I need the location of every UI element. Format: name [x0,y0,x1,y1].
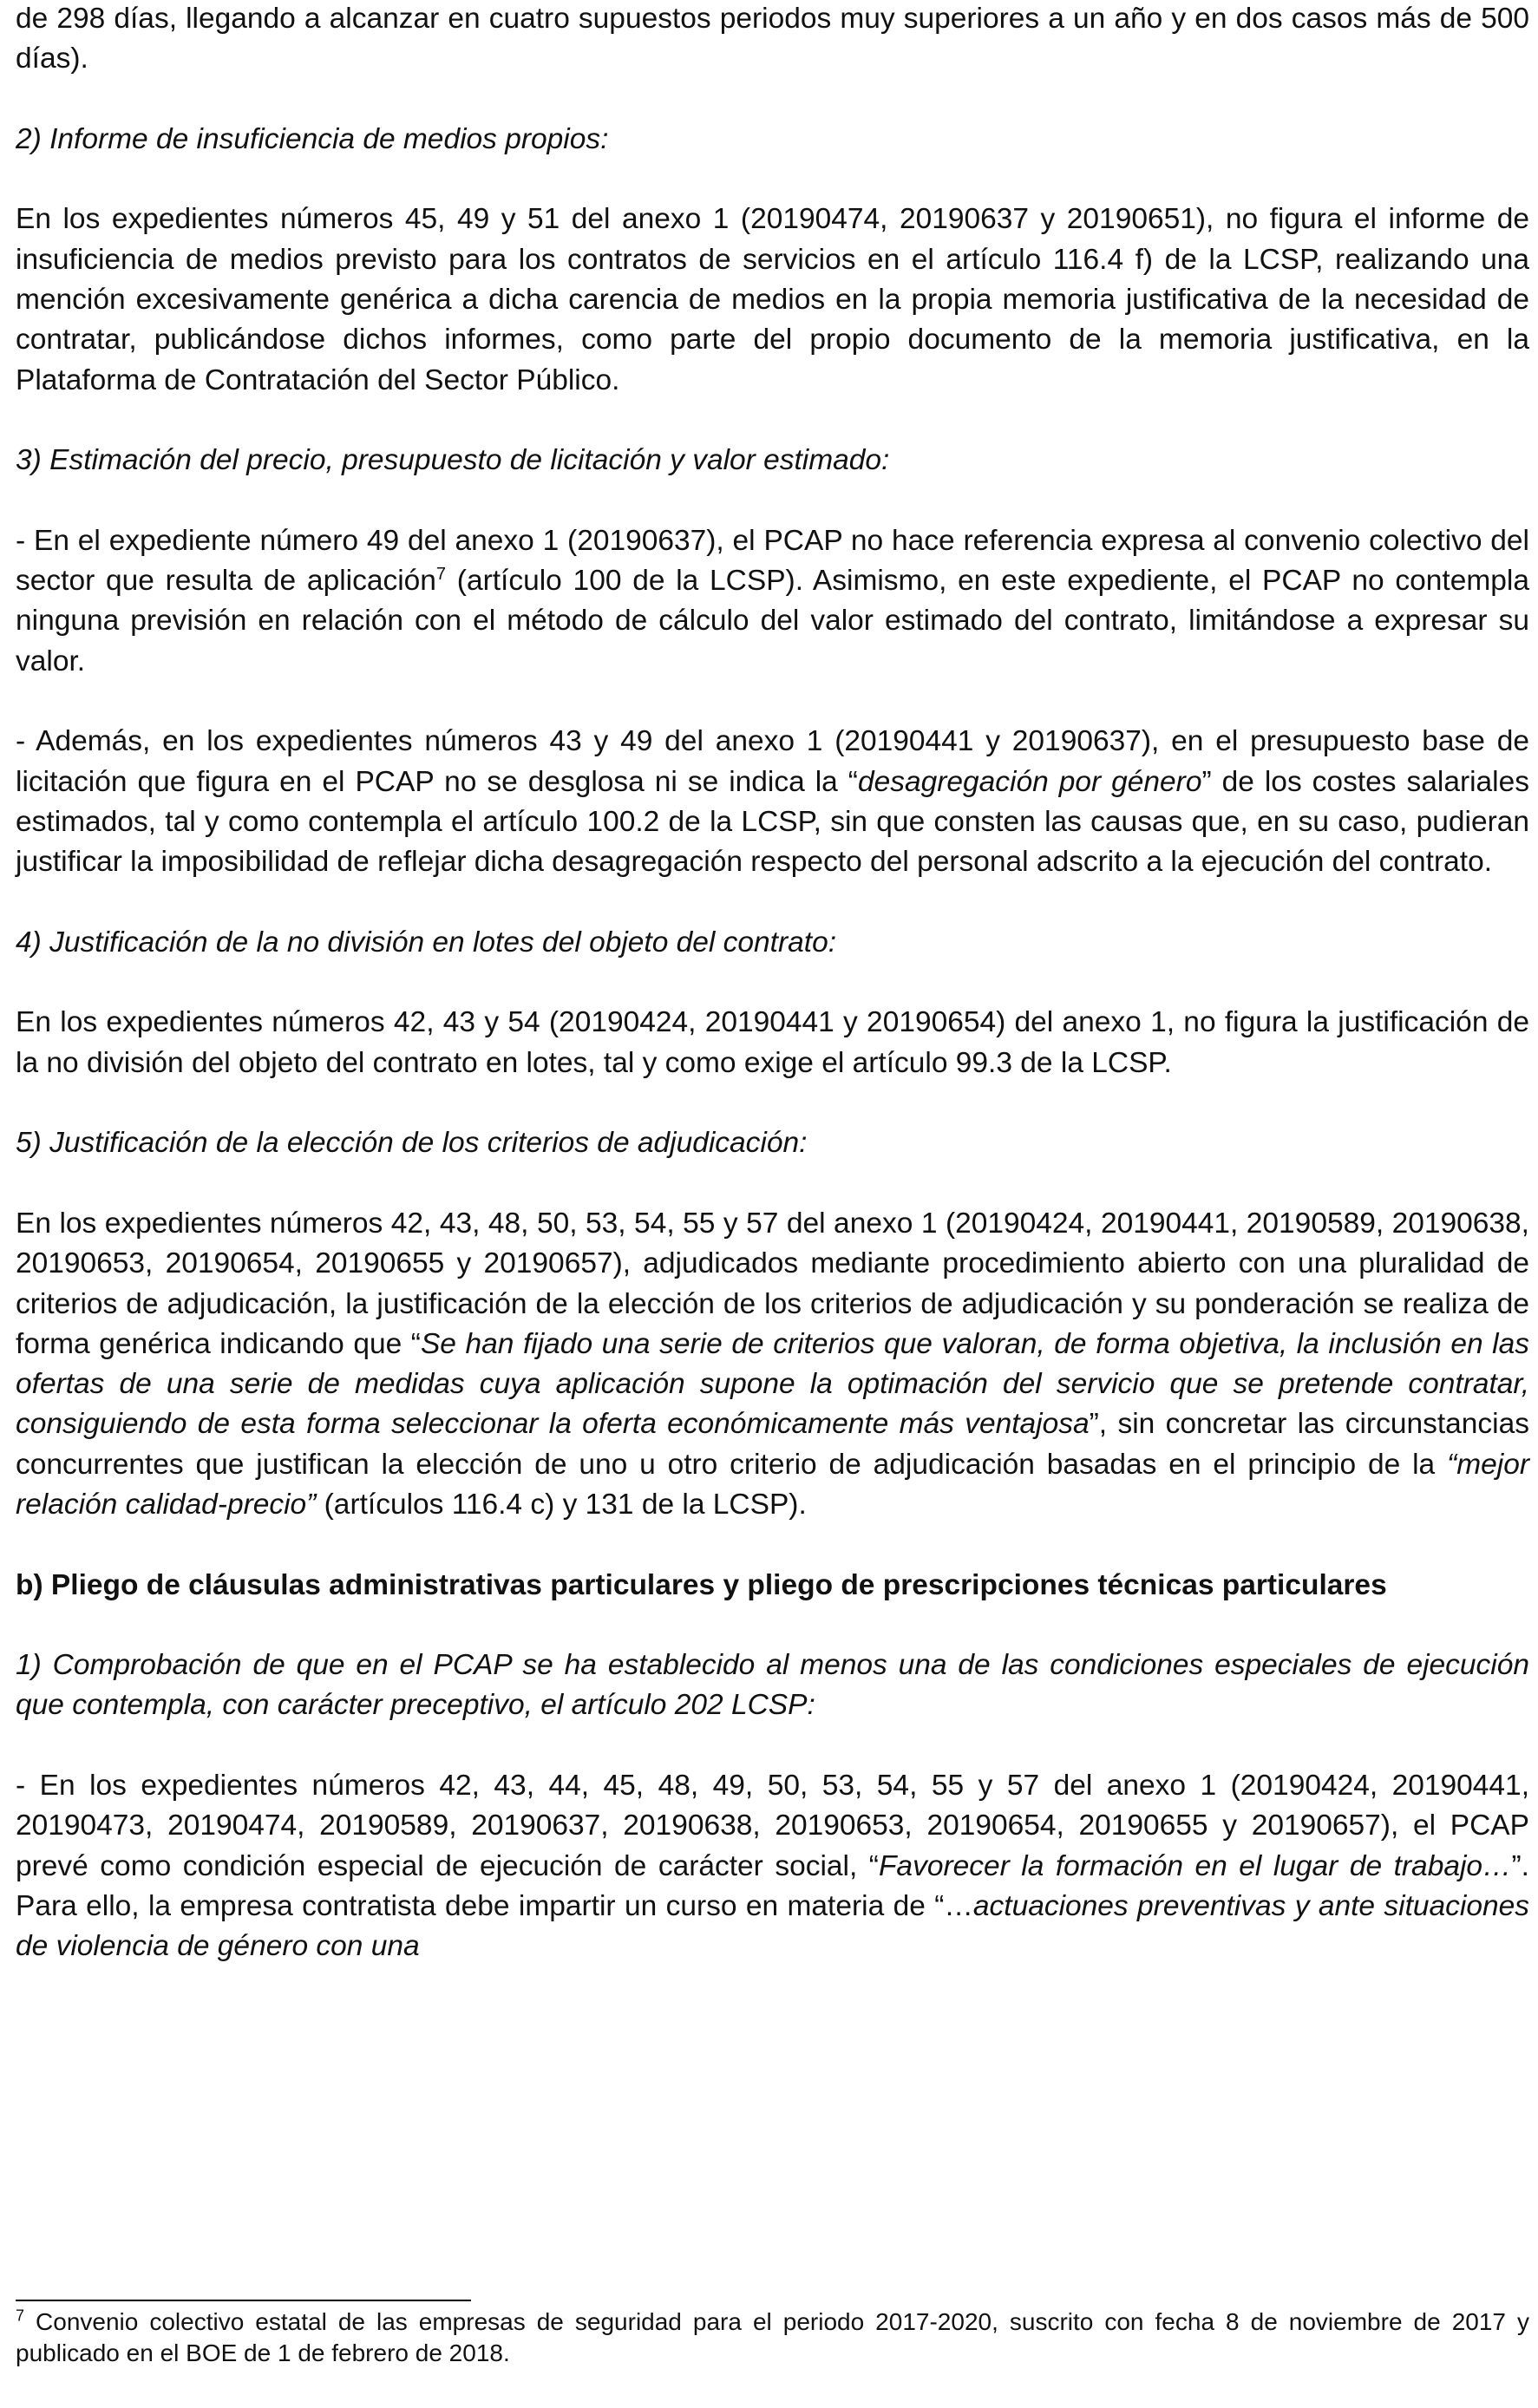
paragraph-section-4 [16,1003,1529,1083]
paragraph-section-2 [16,200,1529,400]
section-heading-4 [16,923,1529,963]
paragraph-section-3b [16,722,1529,882]
paragraph-section-3a [16,521,1529,682]
section-heading-5 [16,1123,1529,1163]
section-heading-3 [16,441,1529,481]
section-heading-b1 [16,1646,1529,1726]
heading-text: 2) Informe de insuficiencia de medios propios: [16,122,609,155]
paragraph-section-5 [16,1204,1529,1525]
paragraph-text: (artículo 100 de la LCSP). Asimismo, en este expediente, el PCAP no contempla ninguna previsión en relación con el método de cálculo del valor estimado del contrato, limitándose a expresar su valor. [16,565,1529,677]
footnote [16,2307,1529,2369]
italic-quote: Favorecer la formación en el lugar de trabajo… [878,1849,1512,1882]
italic-quote: desagregación por género [857,765,1202,798]
paragraph-text: - En los expedientes números 42, 43, 44, 45, 48, 49, 50, 53, 54, 55 y 57 del anexo 1 (20190424, 20190441, 20190473, 20190474, 20190589, 20190637, 20190638, 20190653, 20190654, 20190655 y 20190657), el PCAP prevé como condición especial de ejecución de carácter social, “ [16,1770,1529,1882]
italic-quote: actuaciones preventivas y ante situaciones de violencia de género con una [16,1889,1529,1963]
paragraph-text: En los expedientes números 42, 43, 48, 50, 53, 54, 55 y 57 del anexo 1 (20190424, 20190441, 20190589, 20190638, 20190653, 20190654, 20190655 y 20190657), adjudicados mediante procedimiento abierto con una pluralidad de criterios de adjudicación, la justificación de la elección de los criterios de adjudicación y su ponderación se realiza de forma genérica indicando que “ [16,1207,1529,1360]
paragraph-text: - Además, en los expedientes números 43 y 49 del anexo 1 (20190441 y 20190637), en el presupuesto base de licitación que figura en el PCAP no se desglosa ni se indica la “ [16,725,1529,798]
document-page [16,0,1529,2408]
paragraph-section-b1 [16,1766,1529,1966]
footnote-text: Convenio colectivo estatal de las empresas de seguridad para el periodo 2017-2020, suscrito con fecha 8 de noviembre de 2017 y publicado en el BOE de 1 de febrero de 2018. [16,2308,1529,2366]
footnote-number: 7 [16,2307,25,2325]
heading-text: 4) Justificación de la no división en lotes del objeto del contrato: [16,926,837,959]
italic-quote: “mejor relación calidad-precio” [16,1448,1529,1521]
section-heading-2 [16,120,1529,160]
paragraph-text: - En el expediente número 49 del anexo 1 (20190637), el PCAP no hace referencia expresa al convenio colectivo del sector que resulta de aplicación [16,524,1529,598]
heading-text: 5) Justificación de la elección de los criterios de adjudicación: [16,1127,808,1160]
footnote-separator [16,2300,471,2301]
paragraph-text: En los expedientes números 45, 49 y 51 del anexo 1 (20190474, 20190637 y 20190651), no figura el informe de insuficiencia de medios previsto para los contratos de servicios en el artículo 116.4 f) de la LCSP, realizando una mención excesivamente genérica a dicha carencia de medios en la propia memoria justificativa de la necesidad de contratar, publicándose dichos informes, como parte del propio documento de la memoria justificativa, en la Plataforma de Contratación del Sector Público. [16,203,1529,396]
italic-quote: Se han fijado una serie de criterios que valoran, de forma objetiva, la inclusión en las ofertas de una serie de medidas cuya aplicación supone la optimación del servicio que se pretende contratar, consiguiendo de esta forma seleccionar la oferta económicamente más ventajosa [16,1327,1529,1441]
paragraph-text: (artículos 116.4 c) y 131 de la LCSP). [316,1488,807,1521]
paragraph-text: ” de los costes salariales estimados, tal y como contempla el artículo 100.2 de la LCSP, sin que consten las causas que, en su caso, pudieran justificar la imposibilidad de reflejar dicha desagregación respecto del personal adscrito a la ejecución del contrato. [16,765,1530,879]
heading-text: 1) Comprobación de que en el PCAP se ha establecido al menos una de las condiciones especiales de ejecución que contempla, con carácter preceptivo, el artículo 202 LCSP: [16,1649,1529,1722]
paragraph-intro [16,0,1529,80]
paragraph-text: ”, sin concretar las circunstancias concurrentes que justifican la elección de uno u otro criterio de adjudicación basadas en el principio de la [16,1408,1529,1481]
section-heading-b [16,1566,1529,1606]
heading-text: b) Pliego de cláusulas administrativas particulares y pliego de prescripciones técnicas particulares [16,1568,1387,1601]
paragraph-text: ”. Para ello, la empresa contratista debe impartir un curso en materia de “… [16,1849,1529,1922]
paragraph-text: En los expedientes números 42, 43 y 54 (20190424, 20190441 y 20190654) del anexo 1, no figura la justificación de la no división del objeto del contrato en lotes, tal y como exige el artículo 99.3 de la LCSP. [16,1006,1529,1079]
paragraph-text: de 298 días, llegando a alcanzar en cuatro supuestos periodos muy superiores a un año y en dos casos más de 500 días). [16,3,1529,75]
heading-text: 3) Estimación del precio, presupuesto de licitación y valor estimado: [16,444,890,477]
footnote-reference[interactable]: 7 [435,565,447,584]
